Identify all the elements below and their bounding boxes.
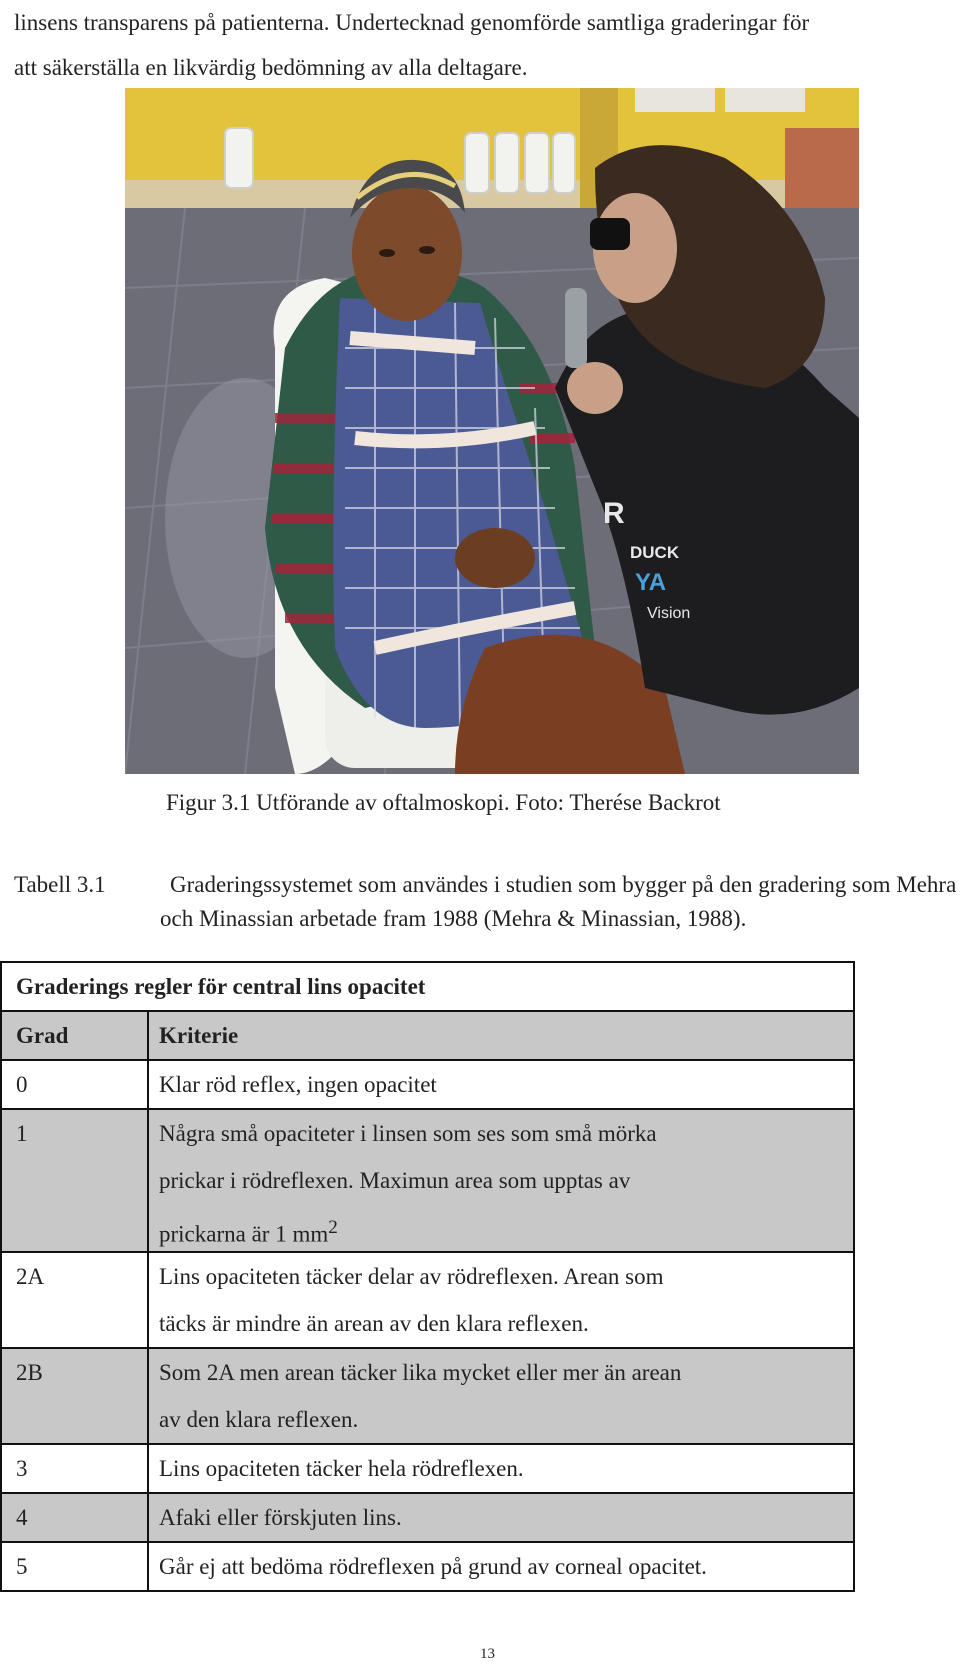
- page-number: 13: [480, 1646, 495, 1662]
- table-caption-label: Tabell 3.1: [14, 872, 106, 897]
- table-row: [1, 1060, 854, 1109]
- shirt-print-r: R: [603, 497, 625, 530]
- table-title-row: [1, 962, 854, 1011]
- superscript-2: 2: [328, 1217, 338, 1238]
- grade-cell: 2B: [1, 1348, 148, 1444]
- grade-cell: 0: [1, 1060, 148, 1109]
- intro-line-2: att säkerställa en likvärdig bedömning av alla deltagare.: [14, 55, 528, 80]
- shirt-print-ya: YA: [635, 569, 667, 596]
- grade-cell: 3: [1, 1444, 148, 1493]
- header-grade: Grad: [1, 1011, 148, 1060]
- criteria-cell: Går ej att bedöma rödreflexen på grund av corneal opacitet.: [148, 1542, 854, 1591]
- grading-rules-table: [0, 961, 855, 1592]
- intro-paragraph: [14, 0, 944, 90]
- grade-cell: 4: [1, 1493, 148, 1542]
- table-row: [1, 1542, 854, 1591]
- criteria-cell: Några små opaciteter i linsen som ses som små mörka prickar i rödreflexen. Maximun area som upptas av prickarna är 1 $mm^2$: [148, 1109, 854, 1252]
- criteria-cell: Som 2A men arean täcker lika mycket eller mer än arean av den klara reflexen.: [148, 1348, 854, 1444]
- grade-cell: 5: [1, 1542, 148, 1591]
- criteria-cell: Afaki eller förskjuten lins.: [148, 1493, 854, 1542]
- intro-line-1: linsens transparens på patienterna. Undertecknad genomförde samtliga graderingar för: [14, 10, 810, 35]
- shirt-print-vision: Vision: [647, 605, 691, 622]
- figure-caption: Figur 3.1 Utförande av oftalmoskopi. Foto: Therése Backrot: [166, 790, 721, 815]
- table-row: [1, 1348, 854, 1444]
- grade-cell: 1: [1, 1109, 148, 1252]
- shirt-print-duck: DUCK: [630, 543, 680, 562]
- criteria-cell: Lins opaciteten täcker hela rödreflexen.: [148, 1444, 854, 1493]
- ophthalmoscopy-photo: [125, 88, 859, 774]
- criteria-cell: Klar röd reflex, ingen opacitet: [148, 1060, 854, 1109]
- table-row: [1, 1444, 854, 1493]
- criteria-cell: Lins opaciteten täcker delar av rödreflexen. Arean som täcks är mindre än arean av den klara reflexen.: [148, 1252, 854, 1348]
- grade-cell: 2A: [1, 1252, 148, 1348]
- table-title: Graderings regler för central lins opacitet: [1, 962, 854, 1011]
- table-row: [1, 1109, 854, 1252]
- table-row: [1, 1493, 854, 1542]
- table-header-row: [1, 1011, 854, 1060]
- table-caption-text: Graderingssystemet som användes i studien som bygger på den gradering som Mehra och Minassian arbetade fram 1988 (Mehra & Minassian, 1988).: [160, 872, 957, 931]
- header-criteria: Kriterie: [148, 1011, 854, 1060]
- table-row: [1, 1252, 854, 1348]
